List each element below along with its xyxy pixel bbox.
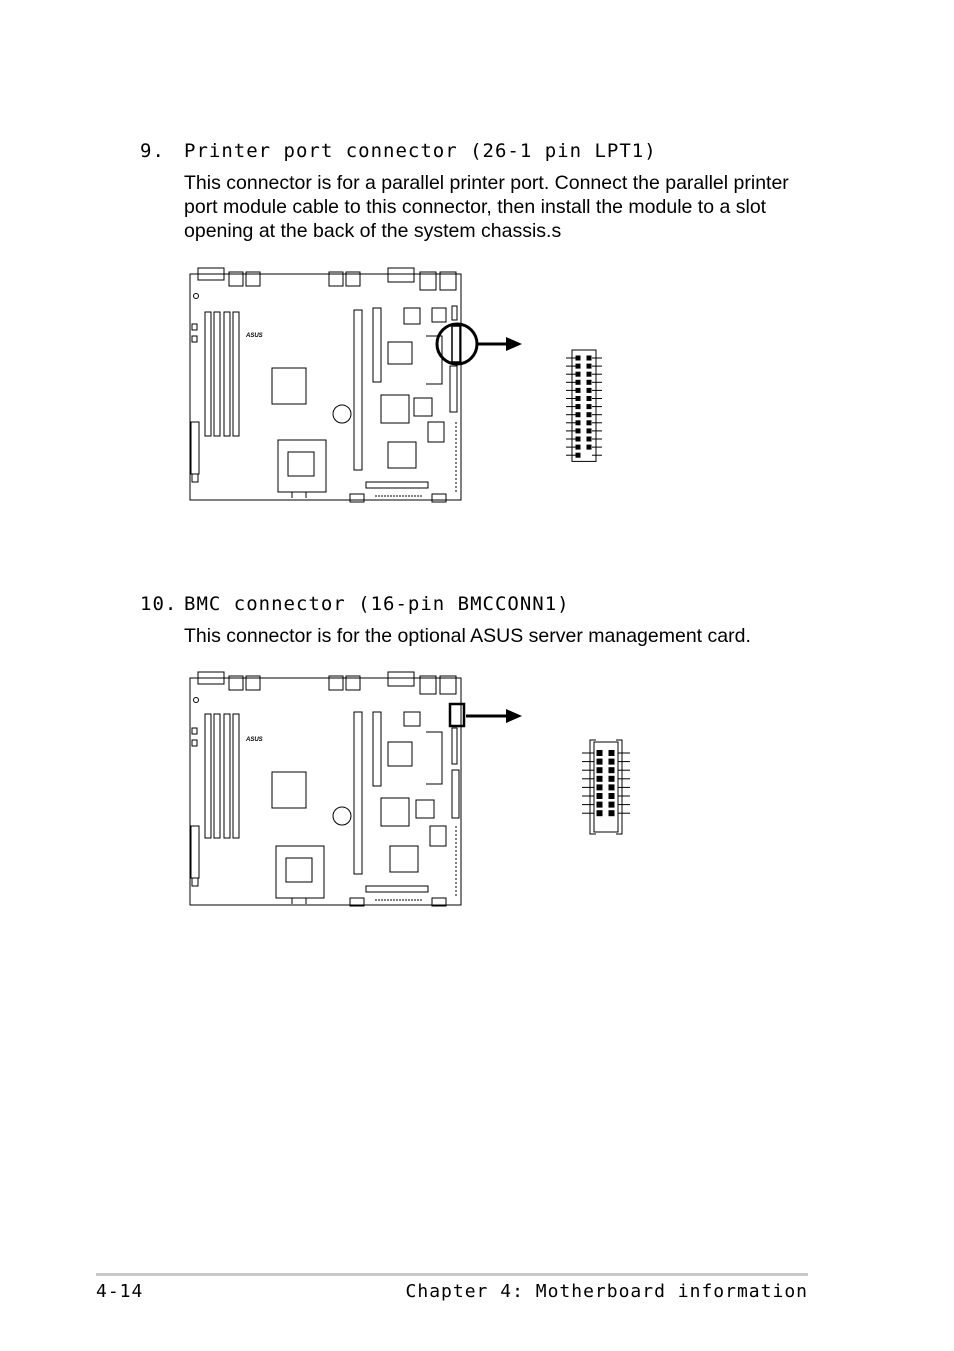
pin xyxy=(587,405,591,409)
arrow-head-icon xyxy=(506,337,522,351)
bmcconn1-figure xyxy=(180,666,640,916)
lpt1-pin-diagram xyxy=(566,350,602,461)
section-number: 9. xyxy=(140,140,165,162)
pin xyxy=(576,429,580,433)
pin xyxy=(609,811,614,816)
pin xyxy=(576,388,580,392)
page-number: 4-14 xyxy=(96,1281,144,1302)
pin xyxy=(597,811,602,816)
pin xyxy=(587,397,591,401)
pin xyxy=(576,421,580,425)
bmcconn1-pin-diagram xyxy=(582,740,630,834)
pin xyxy=(587,413,591,417)
section-title: Printer port connector (26-1 pin LPT1) xyxy=(184,140,657,162)
lpt1-motherboard-diagram xyxy=(180,262,620,522)
pin xyxy=(587,388,591,392)
cpu-socket xyxy=(276,846,324,898)
pin xyxy=(587,372,591,376)
board-logo: ASUS xyxy=(246,333,263,339)
lpt1-figure xyxy=(180,262,620,522)
section-title: BMC connector (16-pin BMCCONN1) xyxy=(184,593,570,615)
pin xyxy=(576,437,580,441)
lpt1-highlight-circle xyxy=(437,324,477,364)
pin xyxy=(587,380,591,384)
bmcconn1-header-location xyxy=(450,704,464,726)
northbridge-chip xyxy=(272,772,306,808)
pin xyxy=(576,445,580,449)
pin xyxy=(597,776,602,781)
pin xyxy=(576,356,580,360)
pin xyxy=(609,751,614,756)
pin xyxy=(597,768,602,773)
pin xyxy=(576,413,580,417)
pin xyxy=(597,759,602,764)
pin xyxy=(609,794,614,799)
pin xyxy=(576,453,580,457)
pin xyxy=(609,802,614,807)
pin xyxy=(609,785,614,790)
pin xyxy=(587,437,591,441)
board-logo: ASUS xyxy=(246,737,263,743)
lpt1-header-location xyxy=(452,326,460,362)
pin xyxy=(576,405,580,409)
chapter-title: Chapter 4: Motherboard information xyxy=(405,1281,808,1302)
pin xyxy=(576,380,580,384)
pin xyxy=(597,785,602,790)
section-9-heading xyxy=(140,140,657,162)
northbridge-chip xyxy=(272,368,306,404)
section-10-description: This connector is for the optional ASUS server management card. xyxy=(184,625,751,647)
pin xyxy=(609,768,614,773)
pin xyxy=(609,776,614,781)
pin xyxy=(587,356,591,360)
bmcconn1-motherboard-diagram xyxy=(180,666,640,916)
pin xyxy=(597,751,602,756)
pin xyxy=(576,364,580,368)
section-10-heading xyxy=(140,593,570,615)
cpu-socket xyxy=(278,440,326,492)
pin xyxy=(587,429,591,433)
pin xyxy=(597,802,602,807)
arrow-head-icon xyxy=(506,709,522,723)
pin xyxy=(587,364,591,368)
pin xyxy=(597,794,602,799)
pin xyxy=(576,372,580,376)
pin xyxy=(609,759,614,764)
footer-rule xyxy=(96,1273,808,1276)
section-number: 10. xyxy=(140,593,178,615)
pin xyxy=(587,421,591,425)
pin xyxy=(576,397,580,401)
section-9-description: This connector is for a parallel printer port. Connect the parallel printer port module cable to this connector, then install the module to a slot opening at the back of the system chassis.s xyxy=(184,172,789,242)
pin xyxy=(587,445,591,449)
